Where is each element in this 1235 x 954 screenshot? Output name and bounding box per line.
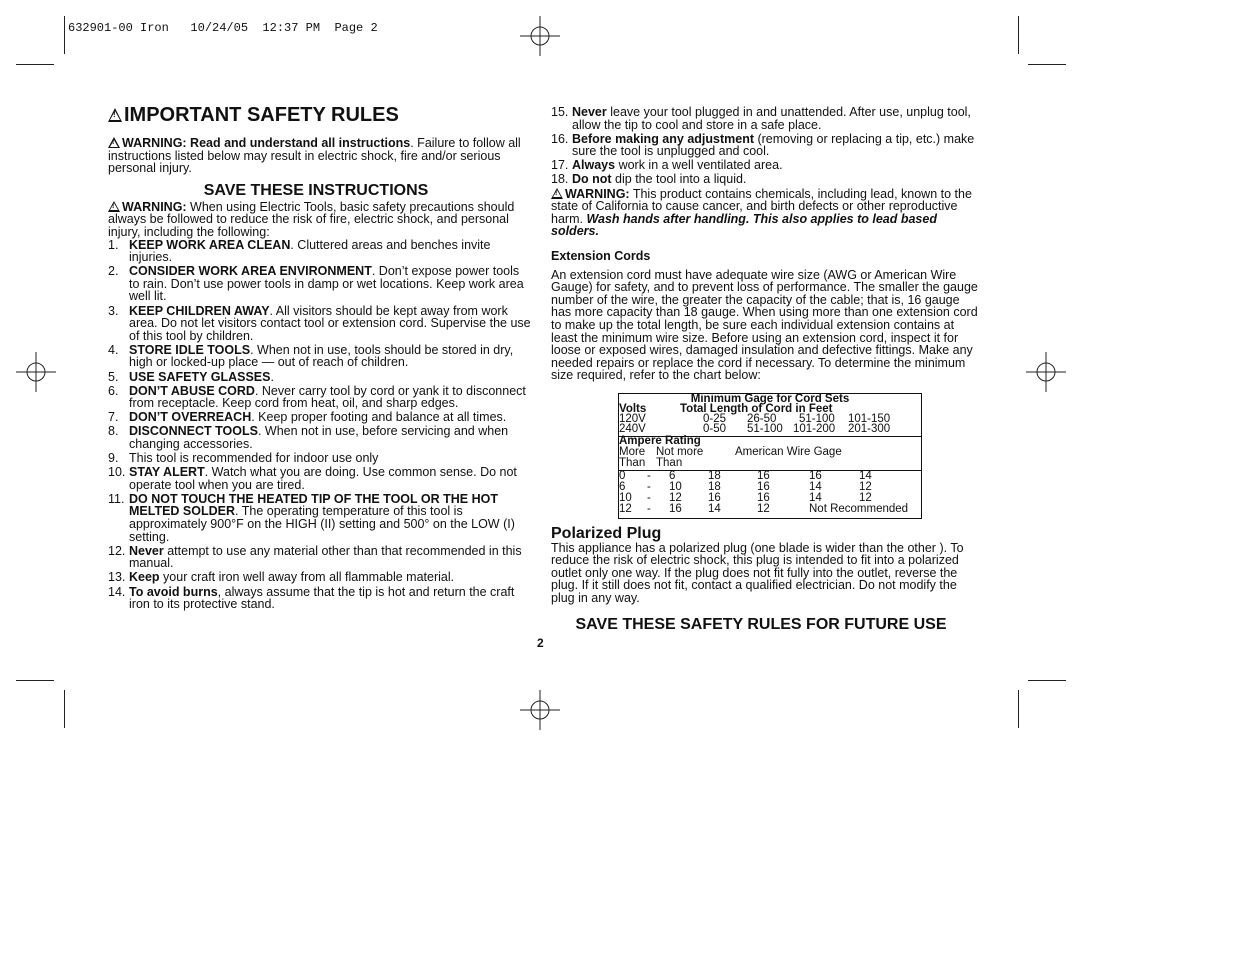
list-item: [108, 385, 532, 410]
list-item-number: 17.: [551, 158, 569, 173]
page-title: !IMPORTANT SAFETY RULES: [108, 104, 532, 126]
table-cell: 101-150: [848, 413, 891, 425]
awg-label: American Wire Gage: [735, 446, 842, 458]
warning-triangle-icon: [551, 188, 563, 199]
list-item-number: 16.: [551, 131, 569, 146]
table-cell: 18: [708, 470, 721, 482]
table-cell: 101-200: [793, 423, 836, 435]
table-cell: 12: [619, 503, 632, 515]
registration-mark-icon: [520, 690, 560, 730]
table-cell: 14: [809, 492, 822, 504]
save-instructions-heading: SAVE THESE INSTRUCTIONS: [203, 181, 429, 199]
polarized-plug-text: This appliance has a polarized plug (one blade is wider than the other ). To reduce the risk of electric shock, this plug is intended to fit into a polarized outlet only one way. If the plug does not fit fully into the outlet, reverse the plug. If it still does not fit, contact a qualified electrician. Do not modify the plug in any way.: [551, 541, 964, 605]
list-item-lead: STORE IDLE TOOLS: [129, 342, 251, 357]
table-cell: -: [647, 481, 651, 493]
list-item-lead: USE SAFETY GLASSES: [129, 369, 271, 384]
registration-mark-icon: [520, 16, 560, 56]
list-item-text: attempt to use any material other than that recommended in this manual.: [129, 543, 522, 571]
list-item-lead: CONSIDER WORK AREA ENVIRONMENT: [129, 264, 372, 279]
extension-cords-text: An extension cord must have adequate wire size (AWG or American Wire Gauge) for safety, and to prevent loss of performance. The smaller the gauge number of the wire, the greater the capacity of the cable; that is, 16 gauge has more capacity than 18 gauge. When using more than one extension cord to make up the total length, be sure each individual extension contains at least the minimum wire size. Before using an extension cord, inspect it for loose or exposed wires, damaged insulation and defective fittings. Make any needed repairs or replace the cord if necessary. To determine the minimum size required, refer to the chart below:: [551, 267, 978, 383]
right-column: [551, 106, 983, 382]
volts-120: 120V: [619, 413, 646, 425]
table-cell: 6: [619, 481, 626, 493]
table-cell: 0-25: [703, 413, 727, 425]
table-cell: 14: [809, 481, 822, 493]
safety-rules-list-continued: [551, 106, 983, 186]
list-item: [108, 425, 532, 450]
table-cell: 12: [757, 503, 770, 515]
list-item-text: . Never carry tool by cord or yank it to disconnect from receptacle. Keep cord from heat, oil, and sharp edges.: [129, 383, 526, 411]
list-item: [108, 305, 532, 343]
safety-rules-list: [108, 239, 532, 611]
list-item: [108, 571, 532, 584]
crop-mark: [16, 64, 54, 65]
table-cell: 26-50: [747, 413, 777, 425]
table-cell: -: [647, 470, 651, 482]
list-item-number: 18.: [551, 172, 569, 187]
list-item-text: This tool is recommended for indoor use only: [129, 451, 379, 466]
crop-mark: [1028, 64, 1066, 65]
list-item-lead: DISCONNECT TOOLS: [129, 424, 258, 439]
extension-cords-heading: Extension Cords: [551, 248, 651, 263]
save-future-heading: SAVE THESE SAFETY RULES FOR FUTURE USE: [575, 616, 947, 634]
crop-mark: [1018, 16, 1019, 54]
list-item: [108, 371, 532, 384]
warning-prop65: !WARNING: This product contains chemicals, including lead, known to the state of California to cause cancer, and birth defects or other reproductive harm. Wash hands after handling. This also applies to lead based solders.: [551, 188, 983, 238]
list-item-lead: DON’T ABUSE CORD: [129, 383, 255, 398]
table-cell: 0: [619, 470, 626, 482]
list-item-text: work in a well ventilated area.: [615, 158, 783, 173]
not-more-label: Not more: [656, 446, 704, 458]
list-item-number: 8.: [108, 424, 119, 439]
registration-mark-icon: [16, 352, 56, 392]
list-item-text: , always assume that the tip is hot and return the craft iron to its protective stand.: [129, 584, 515, 612]
list-item: [108, 265, 532, 303]
crop-mark: [1028, 680, 1066, 681]
list-item-lead: KEEP CHILDREN AWAY: [129, 303, 270, 318]
table-cell: 201-300: [848, 423, 891, 435]
table-cell: -: [647, 492, 651, 504]
table-cell: Not Recommended: [809, 503, 909, 515]
polarized-plug-heading: Polarized Plug: [551, 525, 662, 542]
table-cell: 14: [859, 470, 872, 482]
list-item-lead: KEEP WORK AREA CLEAN: [129, 237, 291, 252]
list-item-number: 15.: [551, 105, 569, 119]
list-item-number: 6.: [108, 383, 119, 398]
table-cell: 16: [757, 481, 770, 493]
list-item-number: 9.: [108, 451, 119, 466]
table-cell: 0-50: [703, 423, 727, 435]
registration-mark-icon: [1026, 352, 1066, 392]
list-item-lead: Never: [129, 543, 164, 558]
list-item-text: (removing or replacing a tip, etc.) make sure the tool is unplugged and cool.: [572, 131, 975, 159]
list-item-lead: Before making any adjustment: [572, 131, 754, 146]
than-label: Than: [619, 457, 646, 469]
list-item: [551, 173, 983, 186]
list-item-number: 5.: [108, 369, 119, 384]
list-item: [108, 466, 532, 491]
table-cell: 16: [757, 492, 770, 504]
list-item-number: 7.: [108, 410, 119, 425]
list-item-number: 2.: [108, 264, 119, 279]
table-cell: 12: [669, 492, 682, 504]
list-item-number: 13.: [108, 570, 126, 585]
table-cell: 10: [669, 481, 682, 493]
list-item-lead: STAY ALERT: [129, 465, 205, 480]
table-cell: 12: [859, 481, 872, 493]
left-column: [108, 104, 532, 612]
table-title: Minimum Gage for Cord Sets: [690, 393, 850, 405]
length-label: Total Length of Cord in Feet: [680, 403, 833, 415]
list-item: [551, 133, 983, 158]
more-label: More: [619, 446, 646, 458]
list-item-text: .: [270, 369, 274, 384]
list-item-text: . When not in use, before servicing and when changing accessories.: [129, 424, 509, 451]
volts-240: 240V: [619, 423, 646, 435]
list-item: [551, 106, 983, 131]
ampere-label: Ampere Rating: [619, 435, 701, 447]
cord-gage-table: [618, 393, 922, 519]
list-item: [108, 411, 532, 424]
list-item-text: . Watch what you are doing. Use common sense. Do not operate tool when you are tired.: [129, 465, 517, 492]
table-divider: [619, 470, 921, 471]
list-item-number: 11.: [108, 491, 125, 506]
list-item-text: your craft iron well away from all flammable material.: [159, 570, 455, 585]
warning-triangle-icon: [108, 201, 120, 212]
table-cell: 10: [619, 492, 632, 504]
list-item-text: . The operating temperature of this tool is approximately 900°F on the HIGH (II) setting and 500° on the LOW (I) setting.: [129, 504, 515, 544]
list-item-number: 12.: [108, 543, 126, 558]
volts-label: Volts: [619, 403, 647, 415]
list-item-text: dip the tool into a liquid.: [611, 172, 747, 187]
print-slug: 632901-00 Iron 10/24/05 12:37 PM Page 2: [68, 21, 378, 35]
list-item-text: . All visitors should be kept away from work area. Do not let visitors contact tool or extension cord. Supervise the use of this tool by children.: [129, 303, 531, 343]
than-label: Than: [656, 457, 683, 469]
list-item-number: 10.: [108, 465, 126, 480]
table-cell: 51-100: [747, 423, 783, 435]
table-cell: 16: [757, 470, 770, 482]
table-cell: 16: [809, 470, 822, 482]
list-item: [108, 493, 532, 543]
list-item-text: . Cluttered areas and benches invite injuries.: [129, 237, 491, 265]
table-cell: 16: [708, 492, 721, 504]
page-number: 2: [537, 636, 544, 650]
list-item-lead: Keep: [129, 570, 160, 585]
list-item-number: 3.: [108, 303, 119, 318]
table-cell: 51-100: [799, 413, 835, 425]
list-item-text: . When not in use, tools should be stored in dry, high or locked-up place — out of reach of children.: [129, 342, 514, 370]
list-item-lead: To avoid burns: [129, 584, 218, 599]
list-item-lead: DON’T OVERREACH: [129, 410, 252, 425]
polarized-plug-section: [551, 525, 983, 634]
warning-read-instructions: !WARNING: Read and understand all instructions. Failure to follow all instructions listed below may result in electric shock, fire and/or serious personal injury.: [108, 137, 532, 175]
list-item-lead: Always: [572, 158, 616, 173]
list-item: [108, 239, 532, 264]
warning-triangle-icon: [108, 137, 120, 148]
crop-mark: [16, 680, 54, 681]
warning-electric-tools: !WARNING: When using Electric Tools, basic safety precautions should always be followed to reduce the risk of fire, electric shock, and personal injury, including the following:: [108, 201, 532, 239]
list-item-lead: Never: [572, 105, 607, 119]
crop-mark: [1018, 690, 1019, 728]
list-item-text: leave your tool plugged in and unattended. After use, unplug tool, allow the tip to cool and store in a safe place.: [572, 105, 971, 132]
table-cell: 14: [708, 503, 721, 515]
list-item-number: 1.: [108, 237, 119, 252]
warning-triangle-icon: [108, 108, 122, 122]
list-item: [108, 344, 532, 369]
list-item-text: . Don’t expose power tools to rain. Don’t use power tools in damp or wet locations. Keep work area well lit.: [129, 264, 524, 304]
list-item-lead: Do not: [572, 172, 612, 187]
list-item: [551, 159, 983, 172]
list-item-lead: DO NOT TOUCH THE HEATED TIP OF THE TOOL OR THE HOT MELTED SOLDER: [129, 491, 498, 519]
table-cell: 12: [859, 492, 872, 504]
table-cell: 6: [669, 470, 676, 482]
crop-mark: [64, 16, 65, 54]
list-item: [108, 586, 532, 611]
crop-mark: [64, 690, 65, 728]
list-item: [108, 452, 532, 465]
list-item: [108, 545, 532, 570]
list-item-number: 14.: [108, 584, 126, 599]
list-item-text: . Keep proper footing and balance at all times.: [251, 410, 507, 425]
table-cell: 18: [708, 481, 721, 493]
list-item-number: 4.: [108, 342, 119, 357]
table-cell: -: [647, 503, 651, 515]
table-cell: 16: [669, 503, 682, 515]
